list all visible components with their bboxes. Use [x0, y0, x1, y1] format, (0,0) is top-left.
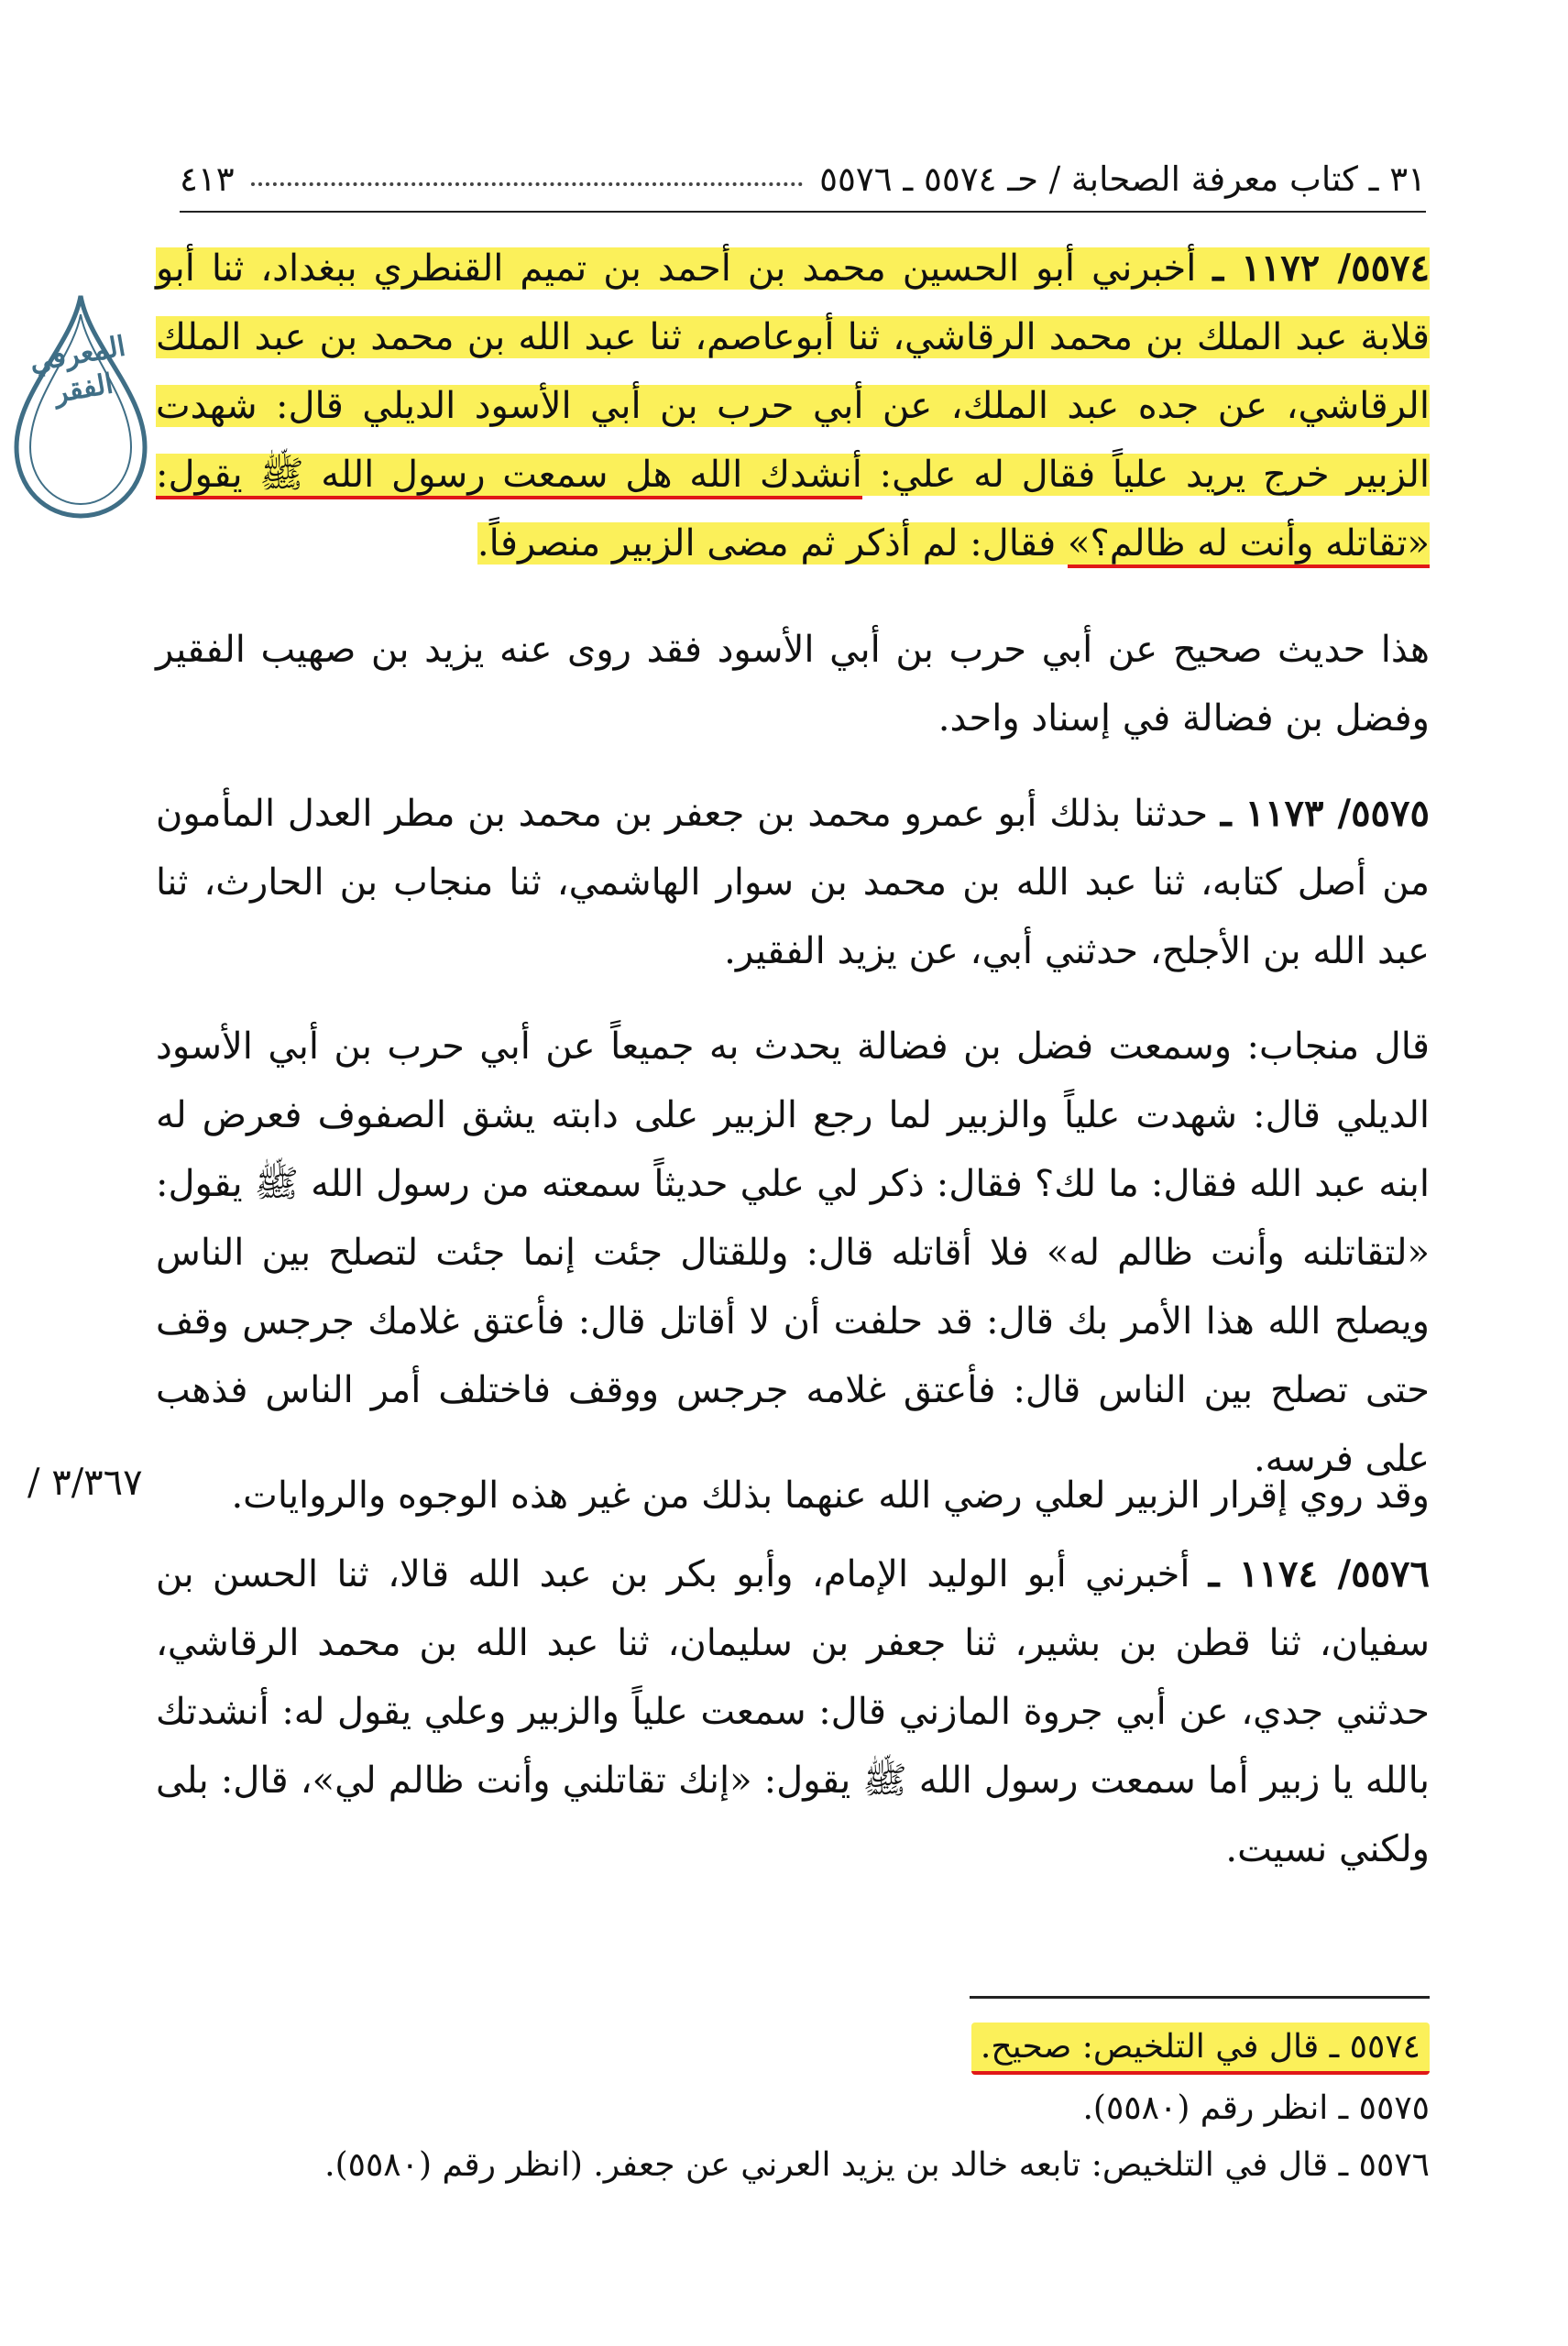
running-header — [180, 147, 1426, 213]
hadith-text: أخبرني أبو الوليد الإمام، وأبو بكر بن عبد الله قالا، ثنا الحسن بن سفيان، ثنا قطن بن بشير، ثنا جعفر بن سليمان، ثنا عبد الله بن محمد الرقاشي، حدثني جدي، عن أبي جروة المازني قال: سمعت علياً والزبير وعلي يقول له: أنشدتك بالله يا زبير أما سمعت رسول الله ﷺ يقول: «إنك تقاتلني وأنت ظالم لي»، قال: بلى ولكني نسيت. — [156, 1553, 1430, 1870]
hadith-text: حدثنا بذلك أبو عمرو محمد بن جعفر بن محمد بن مطر العدل المأمون من أصل كتابه، ثنا عبد الله بن محمد بن سوار الهاشمي، ثنا منجاب بن الحارث، ثنا عبد الله بن الأجلح، حدثني أبي، عن يزيد الفقير. — [156, 793, 1430, 972]
logo-text: المعرفي الفقر — [27, 330, 128, 411]
footnote-highlight: ٥٥٧٤ ـ قال في التلخيص: صحيح. — [971, 2023, 1430, 2075]
hadith-number: ٥٥٧٥/ ١١٧٣ ـ — [1220, 792, 1430, 835]
hadith-5575 — [156, 779, 1430, 986]
footnote-5576: ٥٥٧٦ ـ قال في التلخيص: تابعه خالد بن يزيد العرني عن جعفر. (انظر رقم (٥٥٨٠). — [324, 2146, 1430, 2184]
authenticity-comment: هذا حديث صحيح عن أبي حرب بن أبي الأسود فقد روى عنه يزيد بن صهيب الفقير وفضل بن فضالة في إسناد واحد. — [156, 629, 1430, 740]
hadith-text: أخبرني أبو الحسين محمد بن أحمد بن تميم القنطري ببغداد، ثنا أبو قلابة عبد الملك بن محمد الرقاشي، ثنا أبوعاصم، ثنا عبد الله بن محمد بن عبد الملك الرقاشي، عن جده عبد الملك، عن أبي حرب بن أبي الأسود الديلي قال: شهدت الزبير خرج يريد علياً فقال له علي: — [156, 247, 1430, 496]
page-number: ٤١٣ — [180, 159, 235, 199]
hadith-5574-highlight — [156, 247, 1430, 565]
note-paragraph: وقد روي إقرار الزبير لعلي رضي الله عنهما بذلك من غير هذه الوجوه والروايات. — [231, 1474, 1430, 1517]
hadith-number: ٥٥٧٦/ ١١٧٤ ـ — [1208, 1552, 1430, 1595]
narration-paragraph: قال منجاب: وسمعت فضل بن فضالة يحدث به جميعاً عن أبي حرب بن أبي الأسود الديلي قال: شهدت علياً والزبير لما رجع الزبير على دابته يشق الصفوف فعرض له ابنه عبد الله فقال: ما لك؟ فقال: ذكر لي علي حديثاً سمعته من رسول الله ﷺ يقول: «لتقاتلنه وأنت ظالم له» فلا أقاتله قال: وللقتال جئت إنما جئت لتصلح بين الناس ويصلح الله هذا الأمر بك قال: قد حلفت أن لا أقاتل قال: فأعتق غلامك جرجس وقف حتى تصلح بين الناس قال: فأعتق غلامه جرجس ووقف فاختلف أمر الناس فذهب على فرسه. — [156, 1025, 1430, 1480]
hadith-text-end: فقال: لم أذكر ثم مضى الزبير منصرفاً. — [477, 522, 1057, 565]
underlined-quote: أنشدك الله هل سمعت رسول الله ﷺ يقول: «تقاتله وأنت له ظالم؟» — [156, 454, 1430, 568]
footnote-5574 — [180, 2021, 1430, 2074]
footnote-separator — [970, 1996, 1430, 1999]
hadith-5576 — [156, 1540, 1430, 1884]
hadith-number: ٥٥٧٤/ ١١٧٢ ـ — [1212, 247, 1431, 290]
section-title: ٣١ ـ كتاب معرفة الصحابة / حـ ٥٥٧٤ ـ ٥٥٧٦ — [819, 159, 1426, 199]
header-dot-leader — [251, 182, 803, 186]
margin-reference: ٣/٣٦٧ / — [27, 1462, 143, 1504]
hadith-5574 — [156, 234, 1430, 578]
calligraphy-logo-icon — [7, 291, 154, 521]
footnote-5575: ٥٥٧٥ ـ انظر رقم (٥٥٨٠). — [1082, 2089, 1430, 2127]
